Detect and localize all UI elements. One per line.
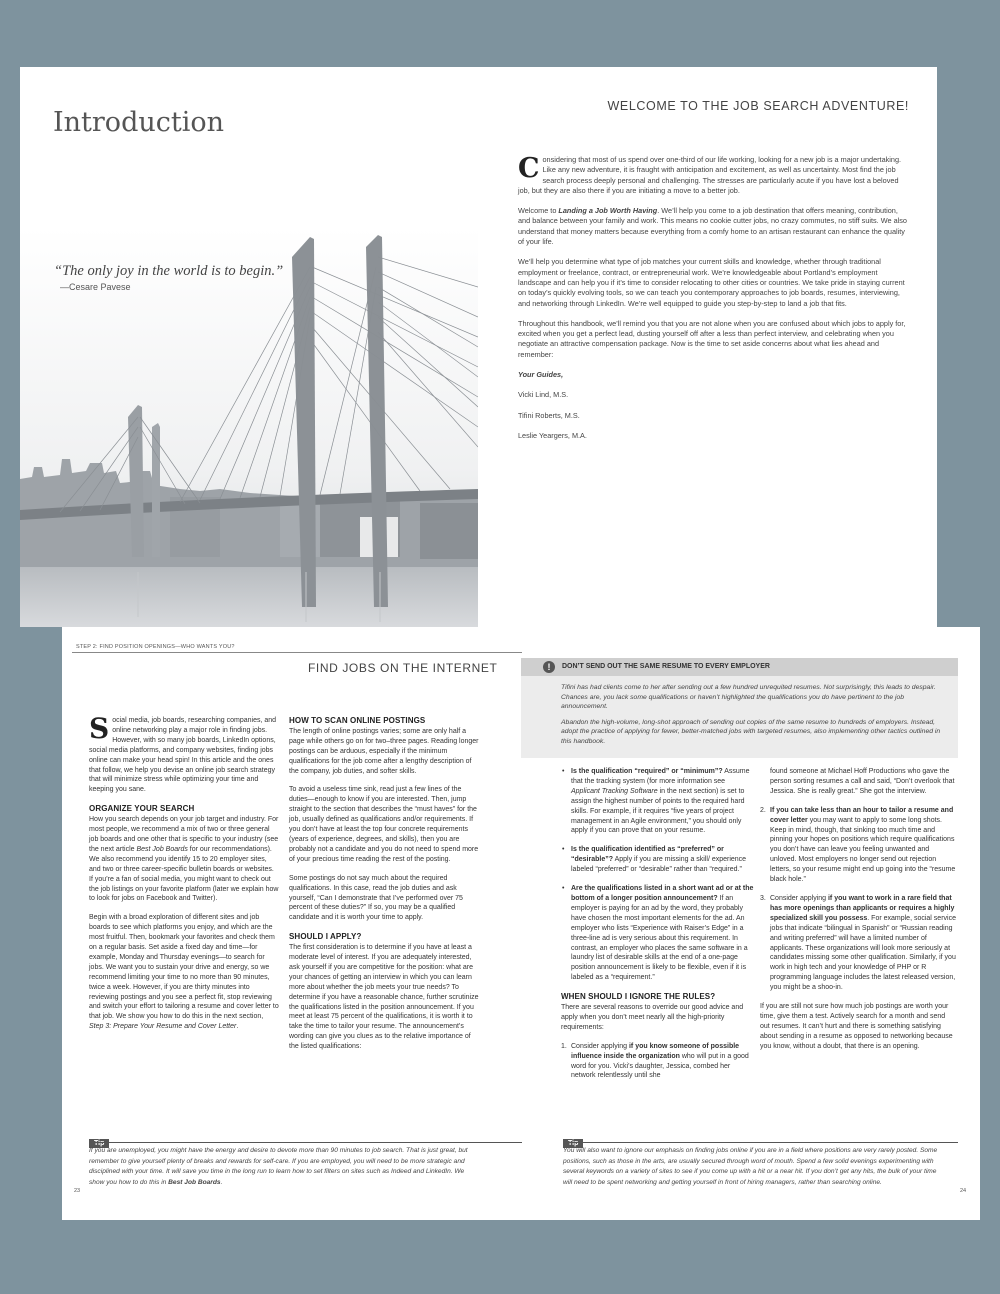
tip-box xyxy=(89,1132,522,1186)
list-item: • Are the qualifications listed in a short want ad or at the bottom of a longer position announcement? If an employer is paying for an ad by the word, they probably have chosen the most important elements for the ad. An employer who lists “Experience with Raiser’s Edge” in a three-line ad is very serious about this requirement. In contrast, an employer who places the same software in a laundry list of desirable skills at the end of a one-page position announcement is likely to be flexible, even if it is labeled as a “requirement.” xyxy=(562,885,754,982)
list-item-continued: found someone at Michael Hoff Productions who gave the person sorting resumes a call and said, “Don’t overlook that Jessica. She is really great.” She got the interview. xyxy=(770,768,955,795)
body-paragraph: The length of online postings varies; some are only half a page while others go on for two–three pages. Reading longer postings can be arduous, especially if the minimum qualifications for the job come after a lengthy description of the company, job duties, and softer skills. xyxy=(289,727,479,775)
subheading: SHOULD I APPLY? xyxy=(289,932,362,942)
tip-box xyxy=(563,1132,958,1186)
page-number: 23 xyxy=(74,1188,81,1194)
body-paragraph: Begin with a broad exploration of different sites and job boards to see which platforms you enjoy, and which are the most fruitful. Then, bookmark your favorites and check them on a regular basis. Set aside a fixed day and time—for example, Monday and Thursday evenings—to search for jobs. We want you to sustain your drive and energy, so we recommend limiting your time to no more than 90 minutes, twice a week. However, if you are thirty minutes into reviewing postings and you see a perfect fit, stop reviewing and switch your effort to tailoring a resume and cover letter to that job. We show you how to do this in the next section, Step 3: Prepare Your Resume and Cover Letter. xyxy=(89,914,279,1031)
list-item: 3. Consider applying if you want to work in a rare field that has more openings than applicants or requires a highly specialized skill you possess. For example, social service jobs that indicate “bilingual in Spanish” or “Russian reading and writing preferred” will have a limited number of applicants. These organizations will look more seriously at candidates missing some other qualification. Similarly, if you work in high tech and your knowledge of PHP or R programming language includes the latest released version, you might be a shoo-in. xyxy=(760,894,956,992)
intro-body xyxy=(518,155,910,451)
callout-header xyxy=(521,658,958,676)
column-3 xyxy=(561,767,755,1090)
callout-paragraph: Abandon the high-volume, long-shot approach of sending out copies of the same resume to hundreds of employers. Instead, adopt the practice of applying for fewer, better-matched jobs with targeted resumes, also implementing other tactics outlined in this handbook. xyxy=(561,718,941,745)
quote-author: —Cesare Pavese xyxy=(60,282,131,292)
page-title: Introduction xyxy=(53,107,224,138)
intro-paragraph: Welcome to Landing a Job Worth Having. We’ll help you come to a job destination that offers meaning, contribution, and balance between your family and work. This means no cookie cutter jobs, no crazy commutes, no stiff suits. We also understand that money matters because everything from a comfy home to an artisan restaurant can enhance the quality of your life. xyxy=(518,206,907,247)
drop-cap: C xyxy=(518,153,540,184)
intro-paragraph: We’ll help you determine what type of job matches your current skills and knowledge, whether through traditional employment or freelance, contract, or entrepreneurial work. We’re knowledgeable about Portland’s employment landscape and can help you if it’s time to consider relocating to other cities or countries. We take pride in staying current on today’s quickly evolving tools, so we can teach you contemporary approaches to job boards, resumes, interviewing, and networking through LinkedIn. We’re well equipped to guide you step-by-step to land a job that fits. xyxy=(518,257,905,308)
callout-paragraph: Tifini has had clients come to her after sending out a few hundred unrequited resumes. Not surprisingly, this leads to despair. Chances are, you lack some qualifications or haven’t highlighted the qualifications you do have pertinent to the job announcement. xyxy=(561,684,936,710)
body-paragraph: If you are still not sure how much job postings are worth your time, give them a test. Actively search for a month and send out resumes. It can’t hurt and there is something satisfying about sending in a resume as opposed to networking because you know, without a doubt, that there is an opening. xyxy=(760,1003,953,1050)
page-number: 24 xyxy=(960,1188,967,1194)
list-number: 3. xyxy=(760,894,766,902)
alert-icon: ! xyxy=(543,661,555,673)
divider xyxy=(563,1142,958,1143)
guide-name: Vicki Lind, M.S. xyxy=(518,390,569,400)
subheading: WHEN SHOULD I IGNORE THE RULES? xyxy=(561,992,716,1002)
divider xyxy=(72,652,522,653)
intro-paragraph: Throughout this handbook, we’ll remind you that you are not alone when you are confused about which jobs to apply for, excited when you get a perfect lead, dusting yourself off after a less than perfect interview, and celebrating when you negotiate an attractive compensation package. Now is the time to set aside concerns about what lies ahead and remember: xyxy=(518,318,906,359)
divider xyxy=(89,1142,522,1143)
body-paragraph: Some postings do not say much about the required qualifications. In this case, read the job duties and ask yourself, “Can I demonstrate that I’ve performed over 75 percent of these duties?” If so, you may be a qualified candidate and it is worth your time to apply. xyxy=(289,874,463,922)
tip-label: Tip xyxy=(89,1139,109,1148)
signoff: Your Guides, xyxy=(518,370,564,380)
bullet-icon: • xyxy=(562,768,565,775)
bullet-icon: • xyxy=(562,846,565,854)
guide-name: Tifini Roberts, M.S. xyxy=(518,410,580,420)
step-label: STEP 2: FIND POSITION OPENINGS—WHO WANTS YOU? xyxy=(76,644,235,650)
list-number: 2. xyxy=(760,806,766,814)
callout-title: DON’T SEND OUT THE SAME RESUME TO EVERY EMPLOYER xyxy=(562,663,770,670)
body-paragraph: The first consideration is to determine if you have at least a moderate level of interest. If you are adequately interested, ask yourself if you are competitive for the position: what are your chances of getting an interview in which you can learn more about whether the job meets your true needs? To determine if you have a reasonable chance, further scrutinize the qualifications listed in the position announcement. If you meet at least 75 percent of the qualifications, it is worth it to take the time to tailor your resume. The announcement’s wording can give you clues as to the relative importance of the listed qualifications: xyxy=(289,944,479,1051)
guide-name: Leslie Yeargers, M.A. xyxy=(518,430,587,440)
tip-label: Tip xyxy=(563,1139,583,1148)
intro-paragraph: Considering that most of us spend over one-third of our life working, looking for a new job is a major undertaking. Like any new adventure, it is fraught with anticipation and excitement, as well as uncertainty. Most find the job search process deeply personal and challenging. The stresses are particularly acute if you have lost a beloved job, but they are also there if you are initiating a move to a better job. xyxy=(518,153,902,195)
welcome-heading: WELCOME TO THE JOB SEARCH ADVENTURE! xyxy=(607,99,909,113)
intro-spread xyxy=(20,67,937,627)
body-paragraph: There are several reasons to override our good advice and apply when you don’t meet nearly all the high-priority requirements: xyxy=(561,1004,744,1031)
subheading: HOW TO SCAN ONLINE POSTINGS xyxy=(289,716,426,725)
section-heading: FIND JOBS ON THE INTERNET xyxy=(308,661,498,675)
numbered-list xyxy=(760,767,956,993)
numbered-list xyxy=(561,1042,755,1082)
intro-paragraph: Social media, job boards, researching companies, and online networking play a major role in finding jobs. However, with so many job boards, LinkedIn options, social media platforms, and company websites, finding jobs online can make your head spin! In this article and the ones that follow, we help you devise an online job search strategy that will minimize stress while optimizing your time and keeping you sane. xyxy=(89,712,277,794)
tip-text: You will also want to ignore our emphasis on finding jobs online if you are in a field where positions are very rarely posted. Some positions, such as those in the arts, are usually secured through word of mouth. Spend a few solid evenings experimenting with several keywords on a variety of sites to see if you come up with a hit or a near hit. If you don’t get any hits, the bulk of your time will need to be spent networking and getting yourself in front of hiring managers, rather than searching online. xyxy=(563,1147,938,1186)
list-item: • Is the qualification “required” or “minimum”? Assume that the tracking system (for more information see Applicant Tracking Software in the next section) is set to assign the highest number of points to the required hard skills. For example, if it requires “five years of project management in an Agile environment,” you should only apply if you can prove that on your resume. xyxy=(562,768,750,835)
body-paragraph: To avoid a useless time sink, read just a few lines of the duties—enough to know if you are interested. Then, jump straight to the section that describes the “must haves” for the job, usually defined as qualifications and/or requirements. If you don’t have at least the top four concrete requirements (years of experience, degrees, and skills), then you are probably not a candidate and you do not need to spend more of your precious time reading the rest of the posting. xyxy=(289,786,479,863)
quote-text: “The only joy in the world is to begin.” xyxy=(54,263,284,279)
article-reference: Best Job Boards xyxy=(136,845,188,853)
qualification-list xyxy=(561,767,755,983)
subheading: ORGANIZE YOUR SEARCH xyxy=(89,804,195,814)
tip-text: If you are unemployed, you might have the energy and desire to devote more than 90 minutes to job search. That is just great, but remember to give yourself plenty of breaks and rewards for self-care. If you are employed, you will need to be more strategic and disciplined with your time. It will save you time in the long run to learn how to set filters on sites such as Indeed and LinkedIn. We show you how to do this in Best Job Boards. xyxy=(89,1147,468,1186)
bullet-icon: • xyxy=(562,885,565,893)
list-item: 1. Consider applying if you know someone of possible influence inside the organization who will put in a good word for you. Vicki’s daughter, Jessica, combed her network relentlessly until she xyxy=(561,1042,749,1080)
list-item: 2. If you can take less than an hour to tailor a resume and cover letter you may want to apply to some long shots. Keep in mind, though, that sinking too much time and pinning your hopes on positions which require qualifications you don’t have can leave you feeling unwanted and unloved. Most employers no longer send out rejection letters, so your resume might end up going into the “resume black hole.” xyxy=(760,806,956,884)
list-number: 1. xyxy=(561,1042,567,1050)
callout-body xyxy=(561,683,949,752)
article-reference: Step 3: Prepare Your Resume and Cover Letter xyxy=(89,1023,237,1031)
column-1 xyxy=(89,712,279,1041)
book-title: Landing a Job Worth Having xyxy=(558,206,658,216)
find-jobs-spread xyxy=(62,627,980,1220)
callout-box xyxy=(521,658,958,758)
list-item: • Is the qualification identified as “preferred” or “desirable”? Apply if you are missing a skill/ experience labeled “preferred” or “desirable” rather than “required.” xyxy=(562,846,747,874)
drop-cap: S xyxy=(89,712,110,745)
body-paragraph: How you search depends on your job target and industry. For most people, we recommend a mix of two or three general job boards and one other that is specific to your industry (see the next article Best Job Boards for our recommendations). We also recommend you identify 15 to 20 employer sites, and two or three career-specific bulletin boards or websites. If you’re a fan of social media, you might want to check out the job listings on your favorite platform (later we explain how to look for jobs on Facebook and Twitter). xyxy=(89,816,279,903)
column-4 xyxy=(760,767,956,1061)
column-2 xyxy=(289,716,481,1061)
